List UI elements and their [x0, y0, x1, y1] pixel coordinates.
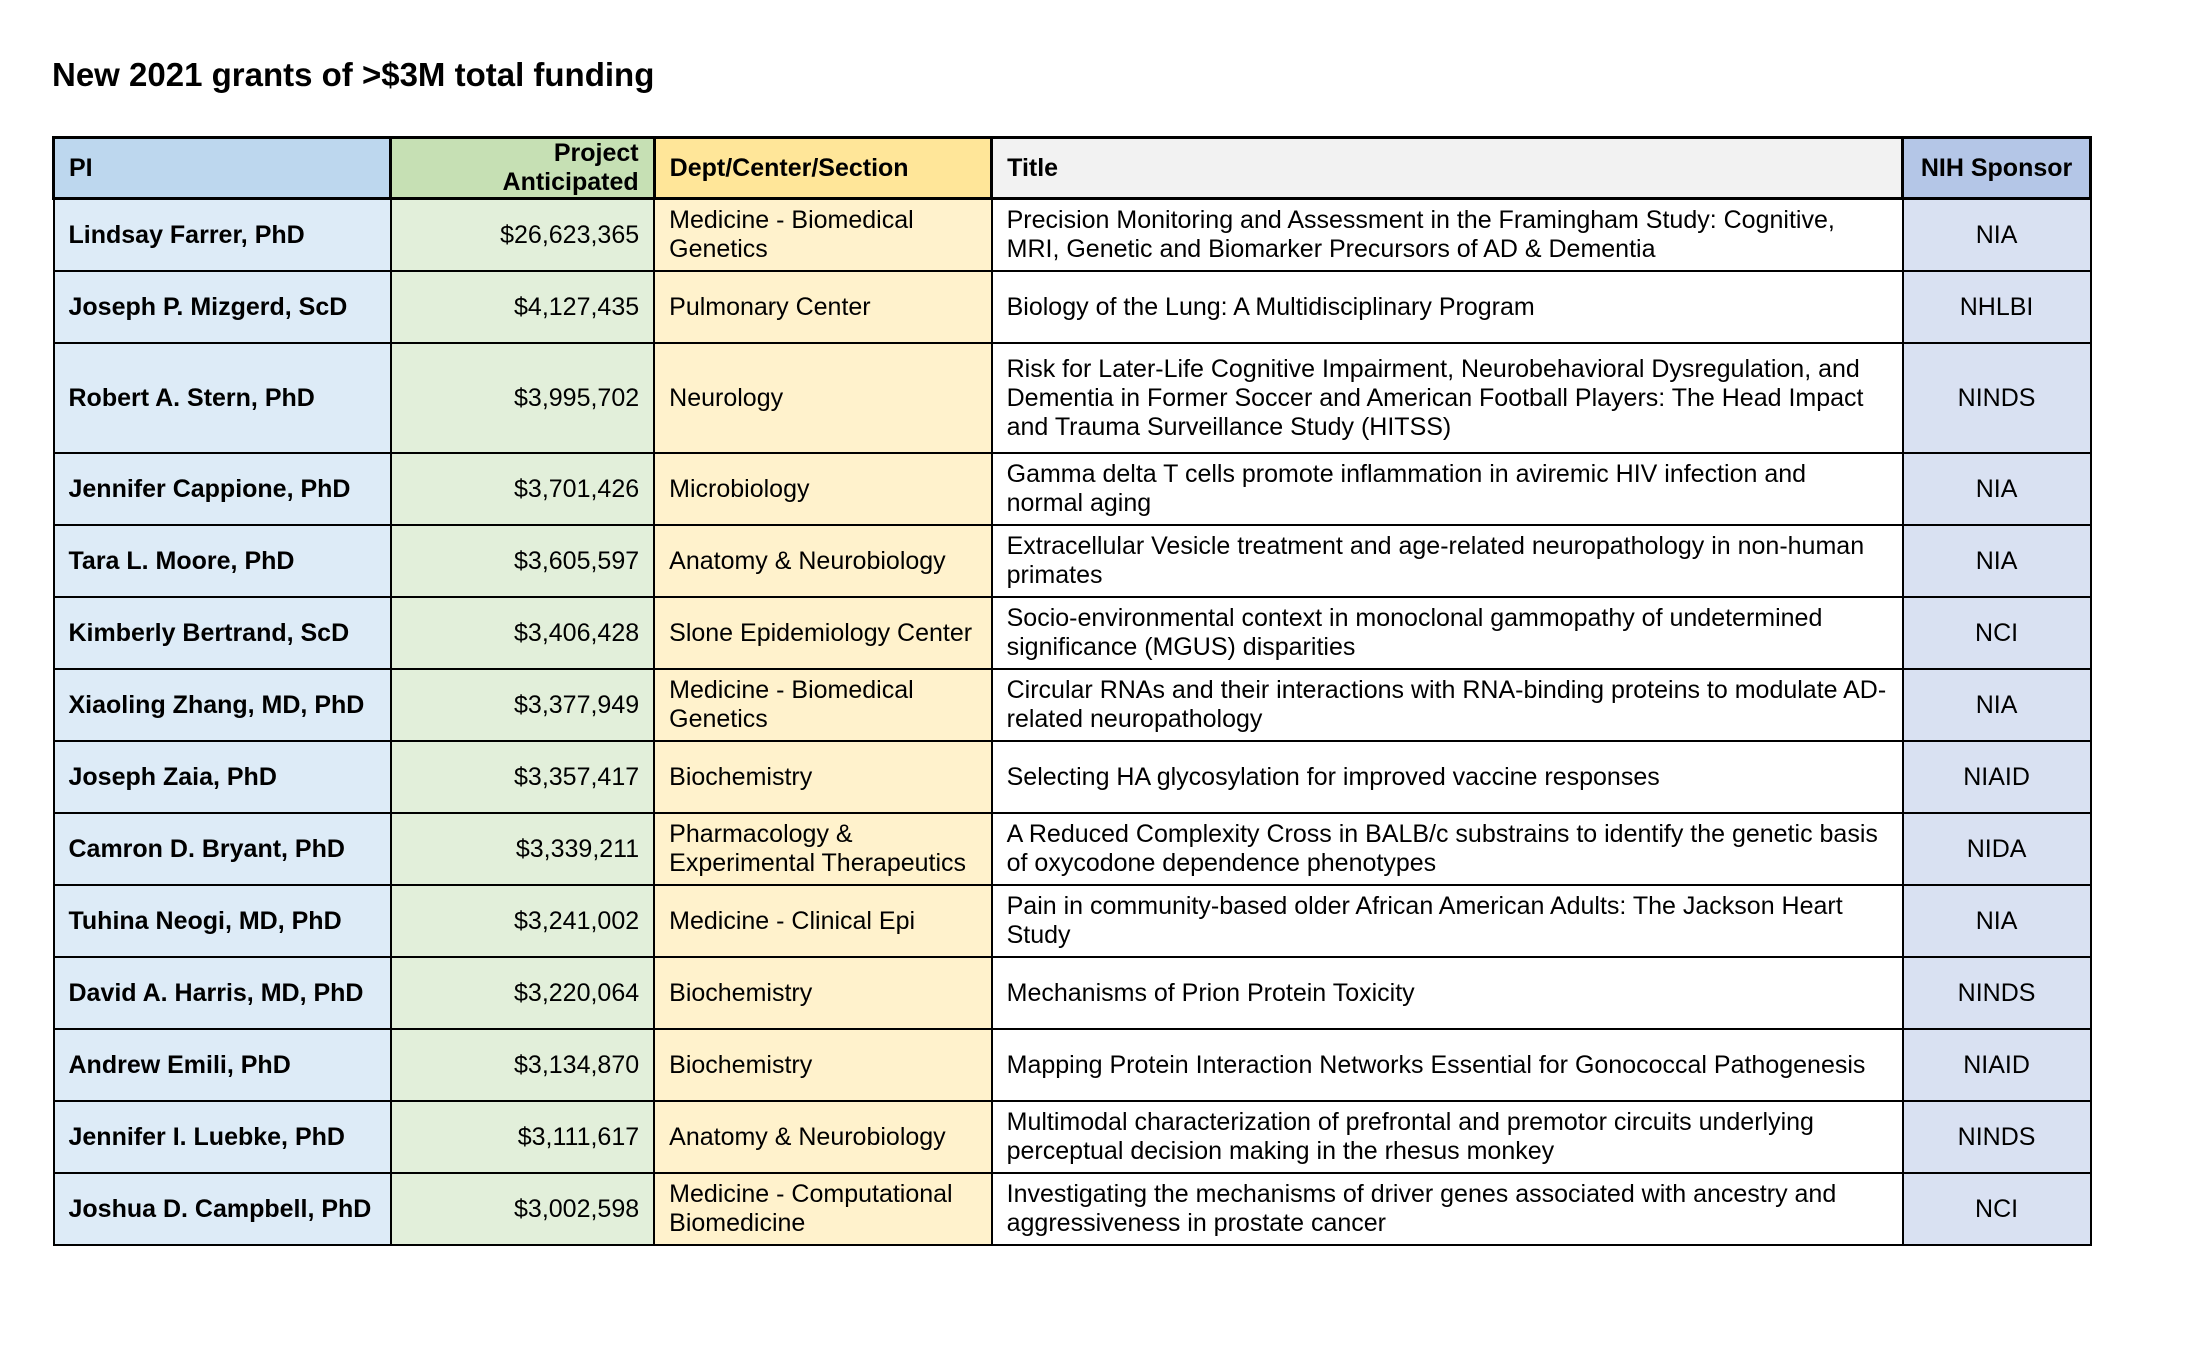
table-row [54, 1173, 2091, 1245]
pi-cell: Jennifer Cappione, PhD [54, 453, 391, 525]
dept-cell: Biochemistry [654, 741, 991, 813]
amount-cell: $3,339,211 [391, 813, 654, 885]
sponsor-cell: NIA [1903, 885, 2091, 957]
pi-cell: Camron D. Bryant, PhD [54, 813, 391, 885]
table-row [54, 813, 2091, 885]
pi-cell: Tuhina Neogi, MD, PhD [54, 885, 391, 957]
title-cell: Selecting HA glycosylation for improved vaccine responses [992, 741, 1903, 813]
title-cell: Socio-environmental context in monoclonal gammopathy of undetermined significance (MGUS) disparities [992, 597, 1903, 669]
pi-cell: Jennifer I. Luebke, PhD [54, 1101, 391, 1173]
title-cell: Biology of the Lung: A Multidisciplinary Program [992, 271, 1903, 343]
amount-cell: $3,111,617 [391, 1101, 654, 1173]
title-cell: Mapping Protein Interaction Networks Essential for Gonococcal Pathogenesis [992, 1029, 1903, 1101]
sponsor-cell: NIAID [1903, 1029, 2091, 1101]
sponsor-cell: NINDS [1903, 343, 2091, 453]
pi-cell: Tara L. Moore, PhD [54, 525, 391, 597]
dept-cell: Anatomy & Neurobiology [654, 525, 991, 597]
title-cell: Risk for Later-Life Cognitive Impairment, Neurobehavioral Dysregulation, and Dementia in Former Soccer and American Football Players: The Head Impact and Trauma Surveillance Study (HITSS) [992, 343, 1903, 453]
dept-cell: Medicine - Biomedical Genetics [654, 669, 991, 741]
dept-cell: Medicine - Computational Biomedicine [654, 1173, 991, 1245]
pi-cell: Robert A. Stern, PhD [54, 343, 391, 453]
dept-cell: Medicine - Biomedical Genetics [654, 199, 991, 272]
sponsor-cell: NIA [1903, 199, 2091, 272]
header-row [54, 138, 2091, 199]
pi-cell: Kimberly Bertrand, ScD [54, 597, 391, 669]
pi-cell: Xiaoling Zhang, MD, PhD [54, 669, 391, 741]
title-cell: Investigating the mechanisms of driver genes associated with ancestry and aggressiveness in prostate cancer [992, 1173, 1903, 1245]
table-row [54, 957, 2091, 1029]
pi-cell: Andrew Emili, PhD [54, 1029, 391, 1101]
pi-cell: David A. Harris, MD, PhD [54, 957, 391, 1029]
column-header-sponsor: NIH Sponsor [1903, 138, 2091, 199]
title-cell: Extracellular Vesicle treatment and age-related neuropathology in non-human primates [992, 525, 1903, 597]
sponsor-cell: NIDA [1903, 813, 2091, 885]
table-row [54, 525, 2091, 597]
dept-cell: Medicine - Clinical Epi [654, 885, 991, 957]
table-row [54, 885, 2091, 957]
amount-cell: $3,220,064 [391, 957, 654, 1029]
table-row [54, 669, 2091, 741]
sponsor-cell: NIA [1903, 669, 2091, 741]
dept-cell: Neurology [654, 343, 991, 453]
dept-cell: Microbiology [654, 453, 991, 525]
amount-cell: $4,127,435 [391, 271, 654, 343]
amount-cell: $3,241,002 [391, 885, 654, 957]
sponsor-cell: NINDS [1903, 1101, 2091, 1173]
pi-cell: Lindsay Farrer, PhD [54, 199, 391, 272]
amount-cell: $3,605,597 [391, 525, 654, 597]
column-header-dept: Dept/Center/Section [654, 138, 991, 199]
column-header-amount [391, 138, 654, 199]
column-header-amount-line2: Anticipated [502, 168, 639, 196]
dept-cell: Pulmonary Center [654, 271, 991, 343]
table-row [54, 199, 2091, 272]
sponsor-cell: NIA [1903, 525, 2091, 597]
pi-cell: Joshua D. Campbell, PhD [54, 1173, 391, 1245]
column-header-pi: PI [54, 138, 391, 199]
amount-cell: $26,623,365 [391, 199, 654, 272]
column-header-title: Title [992, 138, 1903, 199]
sponsor-cell: NIAID [1903, 741, 2091, 813]
dept-cell: Biochemistry [654, 1029, 991, 1101]
sponsor-cell: NCI [1903, 597, 2091, 669]
amount-cell: $3,002,598 [391, 1173, 654, 1245]
dept-cell: Biochemistry [654, 957, 991, 1029]
title-cell: A Reduced Complexity Cross in BALB/c substrains to identify the genetic basis of oxycodone dependence phenotypes [992, 813, 1903, 885]
amount-cell: $3,406,428 [391, 597, 654, 669]
title-cell: Gamma delta T cells promote inflammation in aviremic HIV infection and normal aging [992, 453, 1903, 525]
sponsor-cell: NHLBI [1903, 271, 2091, 343]
pi-cell: Joseph P. Mizgerd, ScD [54, 271, 391, 343]
sponsor-cell: NIA [1903, 453, 2091, 525]
amount-cell: $3,377,949 [391, 669, 654, 741]
title-cell: Mechanisms of Prion Protein Toxicity [992, 957, 1903, 1029]
grants-table [52, 136, 2092, 1246]
table-row [54, 1101, 2091, 1173]
dept-cell: Slone Epidemiology Center [654, 597, 991, 669]
dept-cell: Anatomy & Neurobiology [654, 1101, 991, 1173]
table-row [54, 453, 2091, 525]
amount-cell: $3,995,702 [391, 343, 654, 453]
table-row [54, 343, 2091, 453]
column-header-amount-line1: Project [553, 139, 639, 167]
pi-cell: Joseph Zaia, PhD [54, 741, 391, 813]
title-cell: Precision Monitoring and Assessment in the Framingham Study: Cognitive, MRI, Genetic and Biomarker Precursors of AD & Dementia [992, 199, 1903, 272]
amount-cell: $3,701,426 [391, 453, 654, 525]
page-title: New 2021 grants of >$3M total funding [52, 56, 655, 93]
table-row [54, 1029, 2091, 1101]
table-row [54, 597, 2091, 669]
sponsor-cell: NINDS [1903, 957, 2091, 1029]
amount-cell: $3,357,417 [391, 741, 654, 813]
sponsor-cell: NCI [1903, 1173, 2091, 1245]
amount-cell: $3,134,870 [391, 1029, 654, 1101]
title-cell: Multimodal characterization of prefrontal and premotor circuits underlying perceptual decision making in the rhesus monkey [992, 1101, 1903, 1173]
title-cell: Pain in community-based older African American Adults: The Jackson Heart Study [992, 885, 1903, 957]
dept-cell: Pharmacology & Experimental Therapeutics [654, 813, 991, 885]
table-row [54, 271, 2091, 343]
table-row [54, 741, 2091, 813]
title-cell: Circular RNAs and their interactions with RNA-binding proteins to modulate AD-related neuropathology [992, 669, 1903, 741]
